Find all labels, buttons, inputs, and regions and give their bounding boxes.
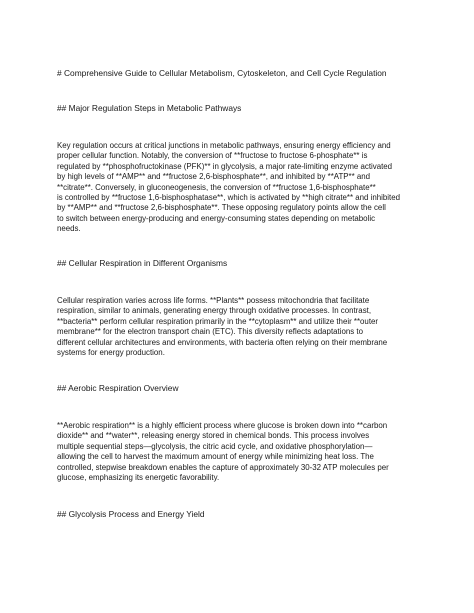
paragraph-line: dioxide** and **water**, releasing energy stored in chemical bonds. This process involves [57,431,370,441]
paragraph-line: different cellular architectures and environments, with bacteria often relying on their membrane [57,337,388,347]
section-heading-respiration-organisms: ## Cellular Respiration in Different Organisms [57,258,228,268]
section-heading-aerobic: ## Aerobic Respiration Overview [57,383,179,393]
paragraph-line: controlled, stepwise breakdown enables the capture of approximately 30-32 ATP molecules per [57,462,389,472]
paragraph-line: respiration, similar to animals, generating energy through oxidative processes. In contrast, [57,306,372,316]
paragraph-line: systems for energy production. [57,348,165,358]
paragraph-line: **bacteria** perform cellular respiration primarily in the **cytoplasm** and utilize their **outer [57,316,379,326]
paragraph-line: Cellular respiration varies across life forms. **Plants** possess mitochondria that facilitate [57,296,370,305]
paragraph-aerobic [57,421,423,483]
paragraph-line: Key regulation occurs at critical junctions in metabolic pathways, ensuring energy efficiency and [57,141,391,150]
paragraph-regulation [57,141,423,235]
paragraph-respiration-organisms [57,296,423,358]
section-heading-regulation: ## Major Regulation Steps in Metabolic Pathways [57,103,242,113]
document-title: # Comprehensive Guide to Cellular Metabolism, Cytoskeleton, and Cell Cycle Regulation [57,68,387,78]
paragraph-line: multiple sequential steps—glycolysis, the citric acid cycle, and oxidative phosphorylation— [57,441,373,451]
paragraph-line: regulated by **phosphofructokinase (PFK)** in glycolysis, a major rate-limiting enzyme activated [57,161,393,171]
paragraph-line: **Aerobic respiration** is a highly efficient process where glucose is broken down into **carbon [57,421,388,430]
paragraph-line: needs. [57,224,81,234]
paragraph-line: proper cellular function. Notably, the conversion of **fructose to fructose 6-phosphate** is [57,151,368,161]
paragraph-line: membrane** for the electron transport chain (ETC). This diversity reflects adaptations to [57,327,363,337]
paragraph-line: by high levels of **AMP** and **fructose 2,6-bisphosphate**, and inhibited by **ATP** and [57,172,371,182]
paragraph-line: glucose, emphasizing its energetic favorability. [57,473,220,483]
paragraph-line: **citrate**. Conversely, in gluconeogenesis, the conversion of **fructose 1,6-bisphosphate** [57,182,376,192]
paragraph-line: allowing the cell to harvest the maximum amount of energy while minimizing heat loss. The [57,452,374,462]
paragraph-line: is controlled by **fructose 1,6-bisphosphatase**, which is activated by **high citrate** and inhibited [57,193,401,203]
paragraph-line: to switch between energy-producing and energy-consuming states depending on metabolic [57,213,376,223]
section-heading-glycolysis: ## Glycolysis Process and Energy Yield [57,509,205,519]
paragraph-line: by **AMP** and **fructose 2,6-bisphosphate**. These opposing regulatory points allow the cell [57,203,386,213]
